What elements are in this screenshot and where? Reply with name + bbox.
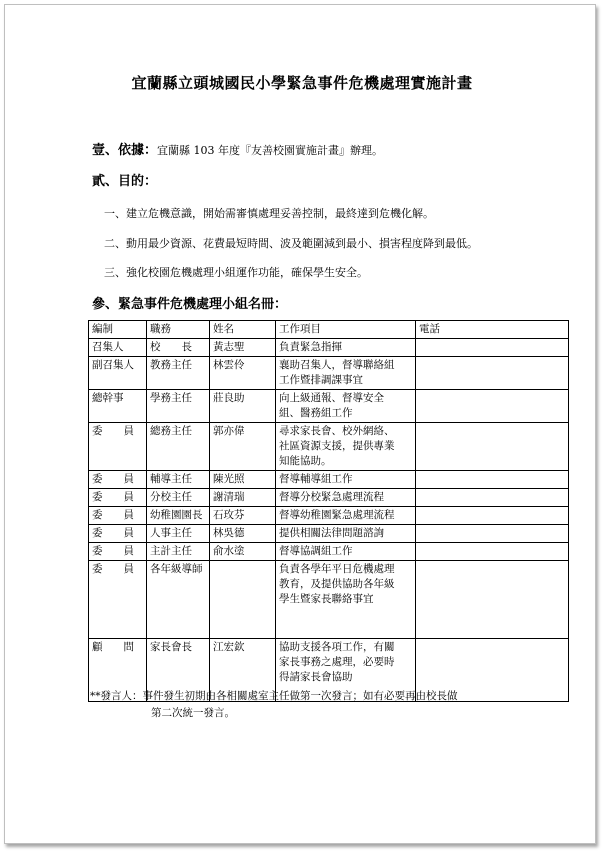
cell-name	[210, 561, 276, 639]
cell-position: 人事主任	[147, 525, 210, 543]
section-basis-text: 宜蘭縣 103 年度『友善校園實施計畫』辦理。	[157, 144, 384, 157]
cell-name: 俞水塗	[210, 543, 276, 561]
cell-phone	[416, 507, 569, 525]
cell-role: 委 員	[89, 423, 147, 471]
section-purpose-heading: 貳、目的：	[92, 174, 158, 189]
cell-role: 顧 問	[89, 639, 147, 702]
cell-phone	[416, 525, 569, 543]
table-row	[89, 390, 569, 423]
header-role: 編制	[89, 321, 147, 339]
table-row	[89, 507, 569, 525]
cell-position: 教務主任	[147, 357, 210, 390]
purpose-item: 一、建立危機意識，開始需審慎處理妥善控制，最終達到危機化解。	[104, 207, 434, 220]
cell-task: 襄助召集人，督導聯絡組 工作暨排調課事宜	[276, 357, 416, 390]
document-title: 宜蘭縣立頭城國民小學緊急事件危機處理實施計畫	[131, 74, 473, 92]
cell-name: 謝清瑞	[210, 489, 276, 507]
cell-name: 陳光照	[210, 471, 276, 489]
table-row	[89, 561, 569, 639]
cell-role: 委 員	[89, 489, 147, 507]
section-basis	[92, 139, 383, 158]
cell-phone	[416, 339, 569, 357]
cell-task: 向上級通報、督導安全 組、醫務組工作	[276, 390, 416, 423]
header-name: 姓名	[210, 321, 276, 339]
table-row	[89, 489, 569, 507]
cell-phone	[416, 543, 569, 561]
cell-position: 校 長	[147, 339, 210, 357]
cell-task: 提供相關法律問題諮詢	[276, 525, 416, 543]
table-row	[89, 471, 569, 489]
cell-phone	[416, 390, 569, 423]
cell-name: 江宏欽	[210, 639, 276, 702]
cell-task: 督導協調組工作	[276, 543, 416, 561]
cell-position: 家長會長	[147, 639, 210, 702]
cell-role: 召集人	[89, 339, 147, 357]
table-row	[89, 423, 569, 471]
cell-phone	[416, 471, 569, 489]
spokesperson-note-line2: 第二次統一發言。	[151, 707, 235, 719]
cell-name: 林吳德	[210, 525, 276, 543]
cell-task: 督導幼稚園緊急處理流程	[276, 507, 416, 525]
section-team-heading: 參、緊急事件危機處理小組名冊：	[92, 297, 288, 312]
cell-task: 尋求家長會、校外網絡、 社區資源支援，提供專業 知能協助。	[276, 423, 416, 471]
cell-name: 石玫芬	[210, 507, 276, 525]
cell-task: 督導輔導組工作	[276, 471, 416, 489]
cell-task: 協助支援各項工作，有關 家長事務之處理，必要時 得請家長會協助	[276, 639, 416, 702]
purpose-item: 二、動用最少資源、花費最短時間、波及範圍減到最小、損害程度降到最低。	[104, 237, 478, 250]
cell-role: 總幹事	[89, 390, 147, 423]
cell-position: 主計主任	[147, 543, 210, 561]
cell-task: 督導分校緊急處理流程	[276, 489, 416, 507]
cell-position: 輔導主任	[147, 471, 210, 489]
cell-position: 總務主任	[147, 423, 210, 471]
cell-phone	[416, 561, 569, 639]
cell-role: 委 員	[89, 543, 147, 561]
table-row	[89, 357, 569, 390]
cell-position: 各年級導師	[147, 561, 210, 639]
purpose-item: 三、強化校園危機處理小組運作功能，確保學生安全。	[104, 266, 368, 279]
table-row	[89, 525, 569, 543]
cell-name: 黃志聖	[210, 339, 276, 357]
header-task: 工作項目	[276, 321, 416, 339]
table-header-row	[89, 321, 569, 339]
header-position: 職務	[147, 321, 210, 339]
cell-phone	[416, 423, 569, 471]
cell-name: 莊良助	[210, 390, 276, 423]
cell-role: 委 員	[89, 561, 147, 639]
cell-position: 幼稚園園長	[147, 507, 210, 525]
section-basis-heading: 壹、依據：	[92, 143, 158, 158]
cell-name: 林雲伶	[210, 357, 276, 390]
cell-phone	[416, 489, 569, 507]
header-phone: 電話	[416, 321, 569, 339]
cell-role: 委 員	[89, 507, 147, 525]
table-row	[89, 543, 569, 561]
cell-role: 委 員	[89, 471, 147, 489]
spokesperson-note-line1: **發言人：事件發生初期由各相關處室主任做第一次發言；如有必要再由校長做	[90, 690, 458, 702]
cell-phone	[416, 357, 569, 390]
cell-position: 學務主任	[147, 390, 210, 423]
cell-task: 負責各學年平日危機處理 教育，及提供協助各年級 學生暨家長聯絡事宜	[276, 561, 416, 639]
cell-position: 分校主任	[147, 489, 210, 507]
team-roster-table	[88, 320, 569, 702]
table-row	[89, 339, 569, 357]
cell-task: 負責緊急指揮	[276, 339, 416, 357]
cell-role: 副召集人	[89, 357, 147, 390]
cell-role: 委 員	[89, 525, 147, 543]
cell-name: 郭亦偉	[210, 423, 276, 471]
